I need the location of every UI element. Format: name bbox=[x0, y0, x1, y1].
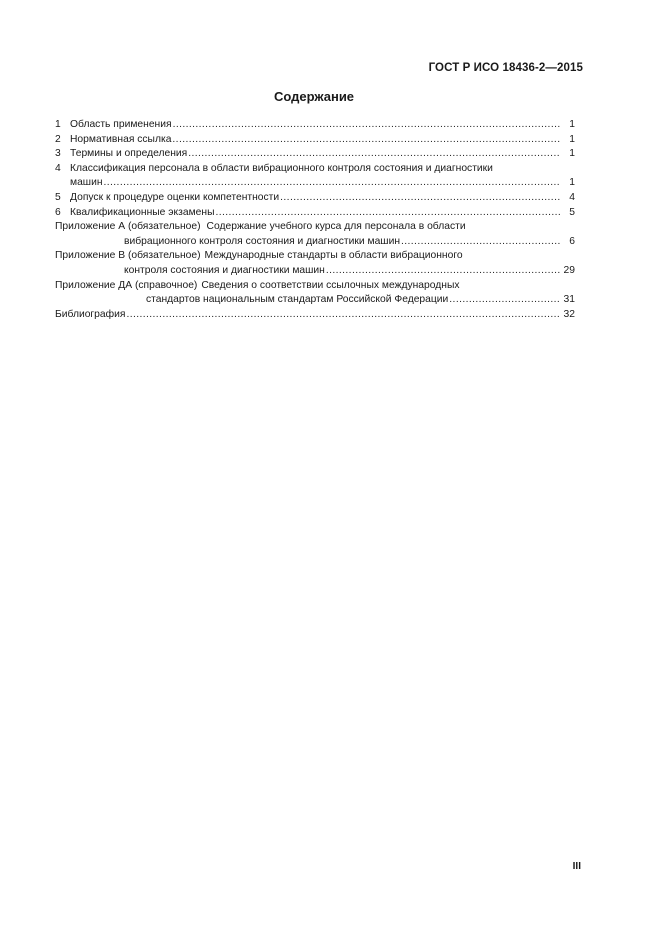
appendix-title-continued: стандартов национальным стандартам Российской Федерации bbox=[146, 294, 449, 306]
toc-appendix-a[interactable] bbox=[55, 220, 575, 249]
appendix-title-continued: контроля состояния и диагностики машин bbox=[124, 264, 325, 276]
toc-entry-2[interactable] bbox=[55, 133, 575, 148]
toc-entry-5[interactable] bbox=[55, 191, 575, 206]
dot-leader bbox=[449, 293, 560, 308]
toc-appendix-b[interactable] bbox=[55, 249, 575, 278]
toc-entry-label: Допуск к процедуре оценки компетентности bbox=[70, 191, 280, 203]
document-code-header: ГОСТ Р ИСО 18436-2—2015 bbox=[428, 62, 583, 74]
toc-entry-number: 6 bbox=[55, 206, 61, 218]
dot-leader bbox=[173, 118, 560, 133]
dot-leader bbox=[280, 191, 560, 206]
toc-entry-number: 1 bbox=[55, 119, 61, 130]
appendix-prefix: Приложение В (обязательное) bbox=[55, 250, 201, 262]
toc-entry-label: Область применения bbox=[70, 119, 172, 130]
appendix-title: Сведения о соответствии ссылочных международных bbox=[201, 279, 460, 291]
dot-leader bbox=[326, 264, 560, 279]
toc-entry-page: 31 bbox=[563, 294, 575, 306]
toc-entry-label: Нормативная ссылка bbox=[70, 133, 172, 145]
appendix-prefix: Приложение ДА (справочное) bbox=[55, 279, 198, 291]
dot-leader bbox=[401, 235, 560, 250]
toc-entry-label: Классификация персонала в области вибрационного контроля состояния и диагностики bbox=[70, 162, 493, 174]
appendix-prefix: Приложение А (обязательное) bbox=[55, 221, 201, 233]
toc-entry-number: 3 bbox=[55, 148, 61, 160]
toc-entry-page: 1 bbox=[569, 119, 575, 130]
appendix-title: Содержание учебного курса для персонала в области bbox=[206, 221, 466, 233]
toc-entry-label: Квалификационные экзамены bbox=[70, 206, 215, 218]
toc-entry-page: 5 bbox=[569, 206, 575, 218]
toc-entry-label: Библиография bbox=[55, 308, 126, 320]
toc-entry-4[interactable] bbox=[55, 162, 575, 191]
toc-entry-page: 4 bbox=[569, 191, 575, 203]
dot-leader bbox=[172, 133, 560, 148]
appendix-title-continued: вибрационного контроля состояния и диагностики машин bbox=[124, 235, 401, 247]
toc-entry-page: 1 bbox=[569, 177, 575, 189]
toc-entry-3[interactable] bbox=[55, 147, 575, 162]
toc-entry-page: 29 bbox=[563, 264, 575, 276]
toc-entry-number: 2 bbox=[55, 133, 61, 145]
toc-entry-number: 5 bbox=[55, 191, 61, 203]
appendix-title: Международные стандарты в области вибрационного bbox=[204, 250, 463, 262]
toc-entry-label: Термины и определения bbox=[70, 148, 188, 160]
toc-entry-number: 4 bbox=[55, 162, 61, 174]
toc-entry-page: 1 bbox=[569, 133, 575, 145]
table-of-contents bbox=[55, 118, 575, 322]
toc-entry-1[interactable] bbox=[55, 118, 575, 133]
page-folio: III bbox=[572, 861, 581, 872]
toc-title: Содержание bbox=[273, 89, 355, 104]
dot-leader bbox=[126, 308, 560, 323]
toc-entry-page: 1 bbox=[569, 148, 575, 160]
toc-bibliography[interactable] bbox=[55, 308, 575, 323]
toc-entry-page: 6 bbox=[569, 235, 575, 247]
dot-leader bbox=[188, 147, 560, 162]
toc-entry-6[interactable] bbox=[55, 206, 575, 221]
toc-entry-label-continued: машин bbox=[70, 177, 103, 189]
toc-appendix-da[interactable] bbox=[55, 279, 575, 308]
toc-entry-page: 32 bbox=[563, 308, 575, 320]
dot-leader bbox=[104, 176, 560, 191]
dot-leader bbox=[215, 206, 560, 221]
